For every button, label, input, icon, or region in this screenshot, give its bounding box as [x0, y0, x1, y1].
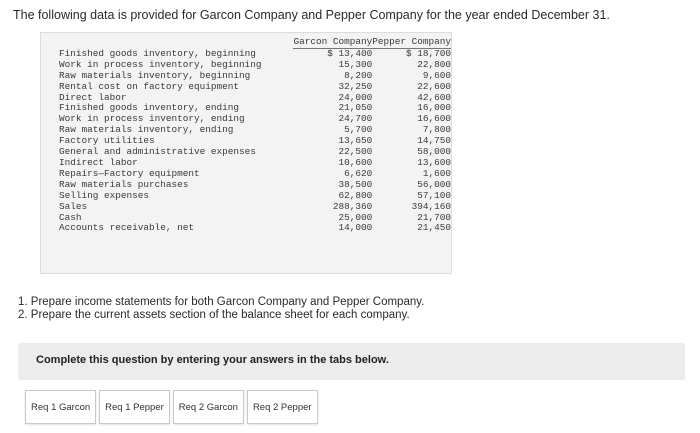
garcon-value: 13,650: [338, 135, 373, 147]
row-label: Work in process inventory, beginning: [59, 58, 262, 70]
requirement-tabs: [25, 390, 321, 424]
garcon-value: 14,000: [338, 222, 373, 234]
garcon-value: 21,050: [338, 102, 373, 114]
tab-req2-pepper[interactable]: Req 2 Pepper: [247, 390, 318, 424]
garcon-value: $ 13,400: [327, 47, 373, 59]
row-label: Work in process inventory, ending: [59, 113, 245, 125]
garcon-value: 5,700: [344, 124, 373, 136]
company-data-table: [59, 37, 451, 234]
pepper-value: 16,000: [417, 102, 451, 114]
row-label: General and administrative expenses: [59, 146, 256, 158]
garcon-value: 22,500: [338, 146, 373, 158]
garcon-value: 38,500: [338, 178, 373, 190]
pepper-value: 14,750: [417, 135, 451, 147]
row-label: Rental cost on factory equipment: [59, 80, 240, 92]
garcon-value: 6,620: [344, 167, 373, 179]
row-label: Indirect labor: [59, 156, 138, 168]
pepper-value: 7,800: [422, 124, 451, 136]
row-label: Raw materials inventory, ending: [59, 124, 234, 136]
question-list: [18, 296, 424, 322]
instructions-text: Complete this question by entering your answers in the tabs below.: [36, 354, 389, 366]
table-row: [59, 71, 451, 82]
garcon-value: 15,300: [338, 58, 373, 70]
pepper-value: 42,600: [417, 91, 451, 103]
garcon-value: 24,700: [338, 113, 373, 125]
row-label: Repairs—Factory equipment: [59, 167, 200, 179]
garcon-value: 24,000: [338, 91, 373, 103]
pepper-value: 22,800: [417, 58, 451, 70]
garcon-value: 288,360: [332, 200, 373, 212]
row-label: Finished goods inventory, ending: [59, 102, 240, 114]
table-row: [59, 191, 451, 202]
pepper-value: 22,600: [417, 80, 451, 92]
pepper-value: $ 18,700: [405, 47, 451, 59]
garcon-value: 62,800: [338, 189, 373, 201]
data-table-panel: [40, 32, 452, 274]
question-1: 1. Prepare income statements for both Garcon Company and Pepper Company.: [18, 296, 425, 308]
table-row: [59, 82, 451, 93]
pepper-column-header: Pepper Company: [372, 36, 451, 47]
row-label: Factory utilities: [59, 135, 155, 147]
intro-text: The following data is provided for Garcon Company and Pepper Company for the year ended December 31.: [13, 8, 610, 22]
tab-req2-garcon[interactable]: Req 2 Garcon: [173, 390, 244, 424]
question-2: 2. Prepare the current assets section of the balance sheet for each company.: [18, 309, 410, 321]
row-label: Raw materials inventory, beginning: [59, 69, 251, 81]
pepper-value: 394,160: [411, 200, 451, 212]
label-column-header: [59, 37, 293, 48]
row-label: Direct labor: [59, 91, 127, 103]
garcon-column-header: Garcon Company: [293, 36, 373, 47]
instructions-banner: [18, 343, 685, 380]
row-label: Finished goods inventory, beginning: [59, 47, 256, 59]
pepper-value: 1,600: [422, 167, 451, 179]
row-label: Accounts receivable, net: [59, 222, 195, 234]
row-label: Sales: [59, 200, 88, 212]
garcon-value: 25,000: [338, 211, 373, 223]
pepper-value: 56,000: [417, 178, 451, 190]
tab-req1-pepper[interactable]: Req 1 Pepper: [99, 390, 170, 424]
table-row: [59, 202, 451, 213]
garcon-value: 32,250: [338, 80, 373, 92]
pepper-value: 21,700: [417, 211, 451, 223]
row-label: Raw materials purchases: [59, 178, 189, 190]
pepper-value: 57,100: [417, 189, 451, 201]
row-label: Cash: [59, 211, 82, 223]
row-label: Selling expenses: [59, 189, 150, 201]
pepper-value: 21,450: [417, 222, 451, 234]
pepper-value: 13,600: [417, 156, 451, 168]
pepper-value: 9,600: [422, 69, 451, 81]
garcon-value: 8,200: [344, 69, 373, 81]
pepper-value: 58,000: [417, 146, 451, 158]
garcon-value: 10,600: [338, 156, 373, 168]
tab-req1-garcon[interactable]: Req 1 Garcon: [25, 390, 96, 424]
pepper-value: 16,600: [417, 113, 451, 125]
table-row: [59, 223, 451, 234]
